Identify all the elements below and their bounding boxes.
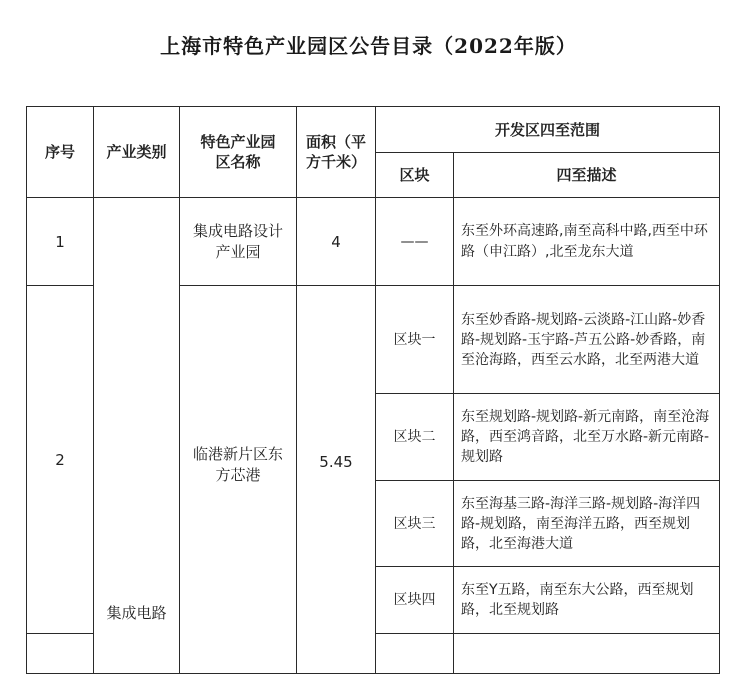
park-directory-table bbox=[26, 106, 720, 674]
header-seq: 序号 bbox=[27, 107, 94, 198]
category-cell: 集成电路 bbox=[94, 198, 180, 674]
seq-cell: 2 bbox=[27, 286, 94, 634]
header-area: 面积（平方千米） bbox=[297, 107, 376, 198]
block-cell: 区块二 bbox=[376, 394, 454, 481]
seq-cell: 1 bbox=[27, 198, 94, 286]
boundary-desc-cell: 东至海基三路-海洋三路-规划路-海洋四路-规划路，南至海洋五路，西至规划路，北至海港大道 bbox=[454, 481, 720, 567]
park-name-cell: 临港新片区东方芯港 bbox=[180, 286, 297, 674]
header-category: 产业类别 bbox=[94, 107, 180, 198]
area-cell: 5.45 bbox=[297, 286, 376, 674]
header-park-name: 特色产业园区名称 bbox=[180, 107, 297, 198]
header-range-group: 开发区四至范围 bbox=[376, 107, 720, 153]
block-cell bbox=[376, 634, 454, 674]
park-name-cell: 集成电路设计产业园 bbox=[180, 198, 297, 286]
boundary-desc-cell: 东至外环高速路,南至高科中路,西至中环路（申江路）,北至龙东大道 bbox=[454, 198, 720, 286]
header-block: 区块 bbox=[376, 153, 454, 198]
boundary-desc-cell: 东至妙香路-规划路-云淡路-江山路-妙香路-规划路-玉宇路-芦五公路-妙香路，南至沧海路，西至云水路，北至两港大道 bbox=[454, 286, 720, 394]
boundary-desc-cell: 东至规划路-规划路-新元南路，南至沧海路，西至鸿音路，北至万水路-新元南路-规划路 bbox=[454, 394, 720, 481]
seq-cell bbox=[27, 634, 94, 674]
block-cell: 区块三 bbox=[376, 481, 454, 567]
boundary-desc-cell: 东至Y五路，南至东大公路，西至规划路，北至规划路 bbox=[454, 567, 720, 634]
block-cell: 区块一 bbox=[376, 286, 454, 394]
block-cell: —— bbox=[376, 198, 454, 286]
area-cell: 4 bbox=[297, 198, 376, 286]
boundary-desc-cell bbox=[454, 634, 720, 674]
document-title: 上海市特色产业园区公告目录（2022年版） bbox=[160, 34, 577, 58]
block-cell: 区块四 bbox=[376, 567, 454, 634]
table-row bbox=[27, 198, 720, 286]
header-boundary-desc: 四至描述 bbox=[454, 153, 720, 198]
